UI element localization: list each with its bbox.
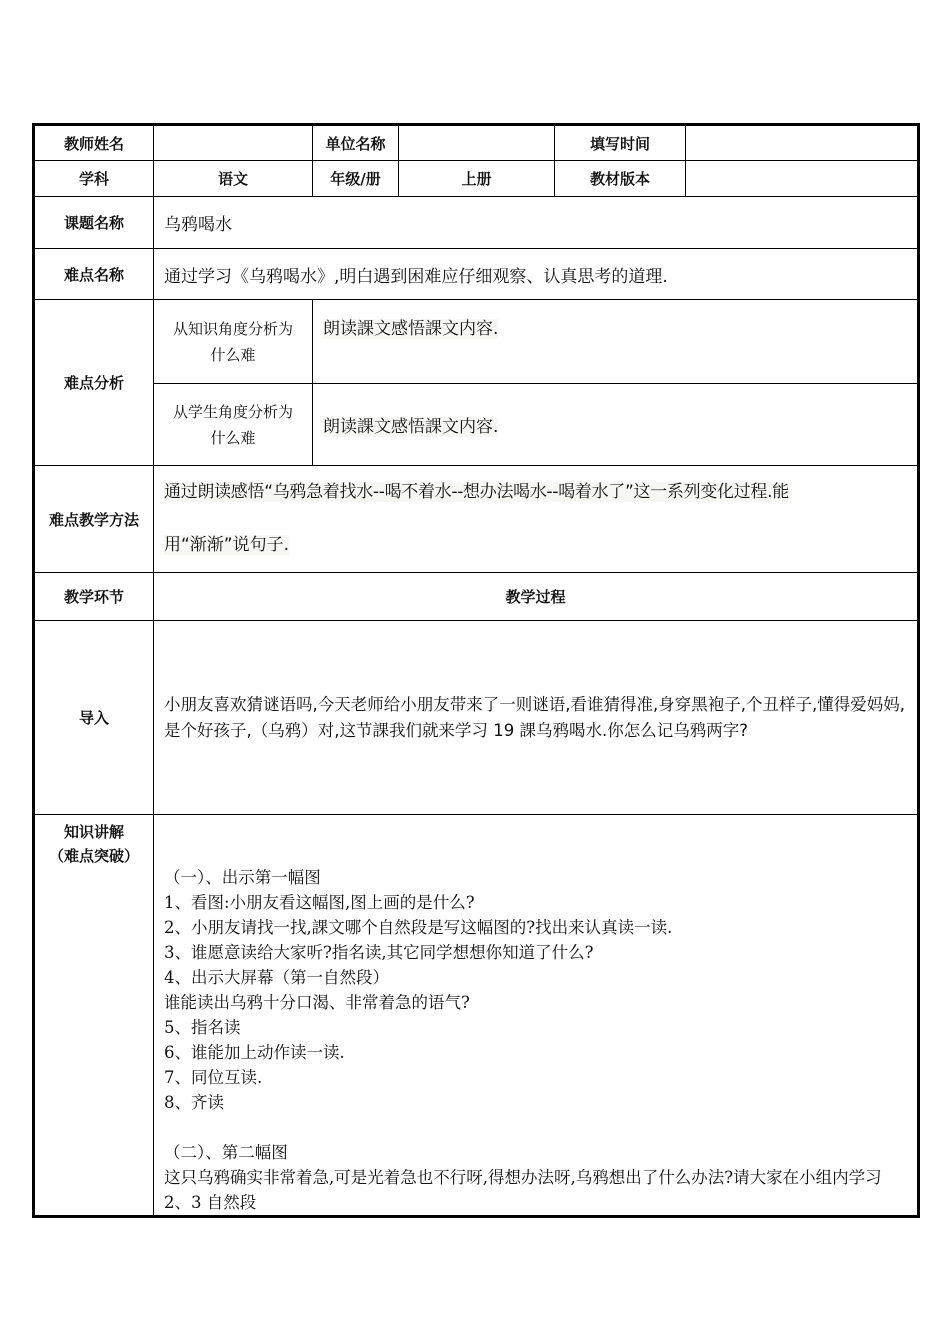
edition-value (686, 161, 918, 197)
intro-row (35, 621, 918, 815)
knowledge-line: 4、出示大屏幕（第一自然段） (164, 968, 389, 987)
knowledge-line: 谁能读出乌鸦十分口渴、非常着急的语气? (164, 993, 470, 1012)
knowledge-line: 5、指名读 (164, 1018, 241, 1037)
subject-value: 语文 (154, 161, 313, 197)
method-line-2: 用“渐渐”说句子. (164, 535, 290, 555)
paragraph-gap (164, 1115, 909, 1140)
grade-value: 上册 (399, 161, 555, 197)
knowledge-row (35, 815, 918, 1216)
method-value (154, 466, 918, 573)
knowledge-angle-text: 朗读課文感悟課文内容. (323, 319, 499, 339)
difficulty-row (35, 249, 918, 300)
fill-date-label: 填写时间 (555, 126, 686, 161)
process-header-row (35, 573, 918, 621)
method-row (35, 466, 918, 573)
intro-label: 导入 (35, 621, 154, 815)
analysis-label: 难点分析 (35, 300, 154, 466)
student-angle-label: 从学生角度分析为什么难 (154, 384, 313, 466)
stage-header: 教学环节 (35, 573, 154, 621)
topic-value: 乌鸦喝水 (154, 197, 918, 249)
knowledge-line: 8、齐读 (164, 1093, 224, 1112)
grade-label: 年级/册 (313, 161, 399, 197)
knowledge-content (154, 815, 918, 1216)
knowledge-line: 2、小朋友请找一找,課文哪个自然段是写这幅图的?找出来认真读一读. (164, 918, 673, 937)
knowledge-line: 6、谁能加上动作读一读. (164, 1043, 345, 1062)
student-angle-value (313, 384, 918, 466)
unit-name-label: 单位名称 (313, 126, 399, 161)
student-angle-text: 朗读課文感悟課文内容. (323, 417, 499, 437)
header-row-1 (35, 126, 918, 161)
teacher-name-label: 教师姓名 (35, 126, 154, 161)
analysis-row-student (35, 384, 918, 466)
method-label: 难点教学方法 (35, 466, 154, 573)
knowledge-line: 1、看图:小朋友看这幅图,图上画的是什么? (164, 893, 475, 912)
knowledge-angle-label: 从知识角度分析为什么难 (154, 300, 313, 384)
topic-row (35, 197, 918, 249)
unit-name-value (399, 126, 555, 161)
analysis-row-knowledge (35, 300, 918, 384)
difficulty-value: 通过学习《乌鸦喝水》,明白遇到困难应仔细观察、认真思考的道理. (154, 249, 918, 300)
knowledge-line: （二）、第二幅图 (164, 1143, 288, 1162)
knowledge-label-line-1: 知识讲解 (63, 823, 124, 841)
topic-label: 课题名称 (35, 197, 154, 249)
process-header: 教学过程 (154, 573, 918, 621)
knowledge-label-line-2: （难点突破） (48, 847, 139, 865)
method-line-1: 通过朗读感悟“乌鸦急着找水--喝不着水--想办法喝水--喝着水了”这一系列变化过程.能 (164, 482, 789, 502)
knowledge-line: 3、谁愿意读给大家听?指名读,其它同学想想你知道了什么? (164, 943, 594, 962)
knowledge-angle-value (313, 300, 918, 384)
header-row-2 (35, 161, 918, 197)
knowledge-line: 7、同位互读. (164, 1068, 263, 1087)
knowledge-label (35, 815, 154, 1216)
subject-label: 学科 (35, 161, 154, 197)
lesson-plan-sheet (34, 125, 917, 1212)
lesson-plan-table (34, 125, 918, 1216)
difficulty-label: 难点名称 (35, 249, 154, 300)
edition-label: 教材版本 (555, 161, 686, 197)
intro-text: 小朋友喜欢猜谜语吗,今天老师给小朋友带来了一则谜语,看谁猜得准,身穿黑袍子,个丑样子,懂得爱妈妈,是个好孩子,（乌鸦）对,这节課我们就来学习 19 課乌鸦喝水.你怎么记乌鸦两字? (154, 621, 918, 815)
knowledge-line: 这只乌鸦确实非常着急,可是光着急也不行呀,得想办法呀,乌鸦想出了什么办法?请大家在小组内学习 2、3 自然段 (164, 1168, 882, 1212)
fill-date-value (686, 126, 918, 161)
knowledge-line: （一）、出示第一幅图 (164, 868, 321, 887)
teacher-name-value (154, 126, 313, 161)
